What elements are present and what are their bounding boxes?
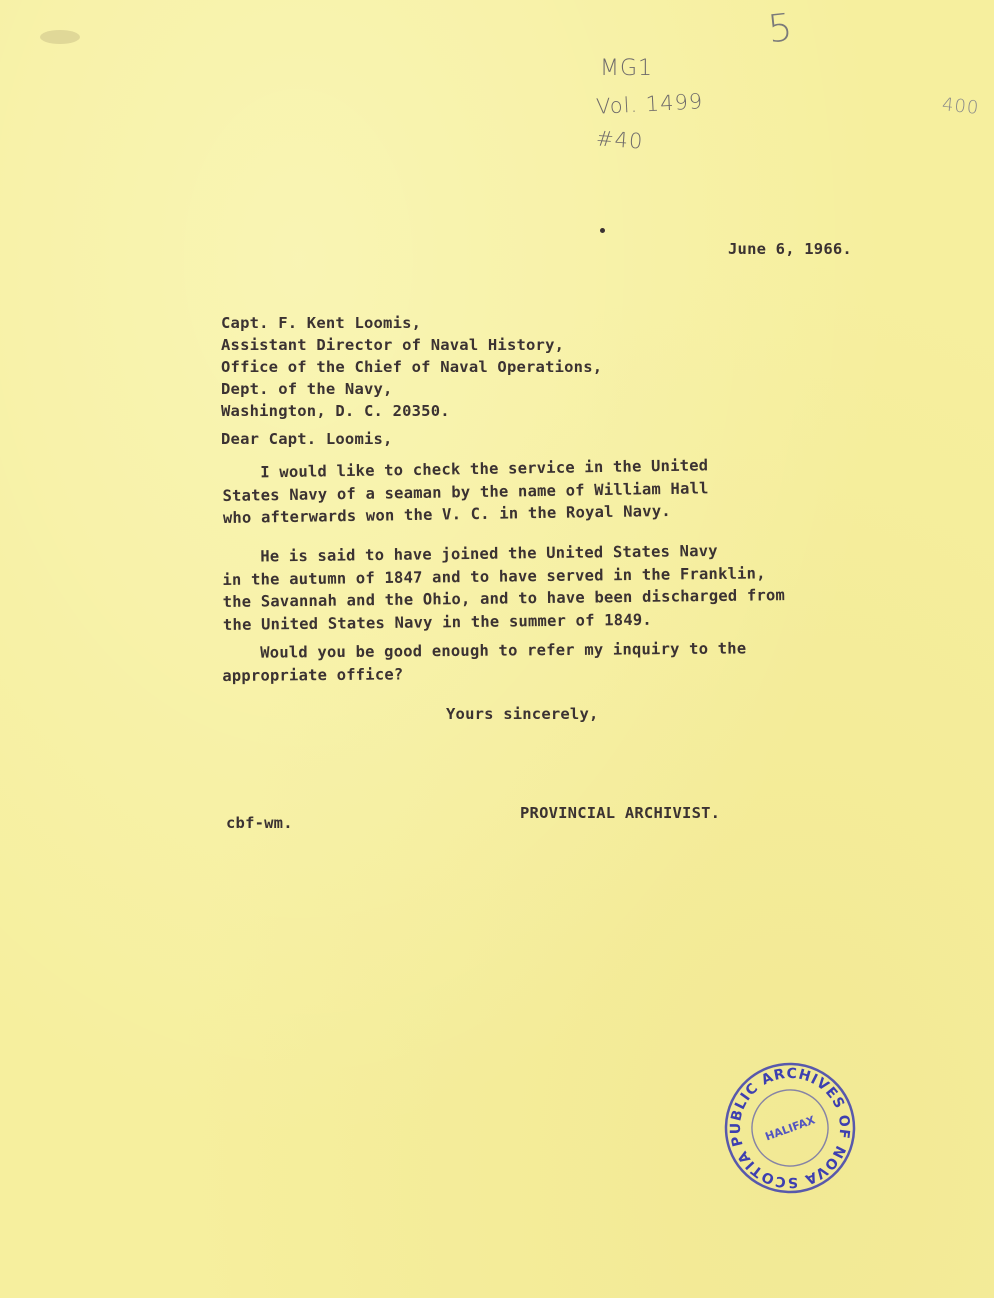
collection-annotation: MG1 (600, 56, 654, 81)
paragraph-line: the United States Navy in the summer of 1849. (222, 610, 652, 634)
signature-title: PROVINCIAL ARCHIVIST. (520, 804, 721, 822)
paragraph-line: Would you be good enough to refer my inquiry to the (222, 639, 747, 662)
stamp-outer-text: PUBLIC ARCHIVES OF NOVA SCOTIA (727, 1065, 853, 1191)
stamp-seal-icon (703, 1041, 877, 1215)
paragraph-line: States Navy of a seaman by the name of William Hall (222, 478, 709, 505)
paragraph-1 (222, 454, 709, 529)
paragraph-line: who afterwards won the V. C. in the Royal Navy. (222, 501, 671, 527)
page-number-annotation: 5 (765, 4, 796, 52)
address-line: Office of the Chief of Naval Operations, (221, 358, 603, 376)
paper-smudge (40, 30, 80, 44)
item-annotation: #40 (595, 126, 645, 154)
address-line: Dept. of the Navy, (221, 380, 393, 398)
paragraph-line: in the autumn of 1847 and to have served in the Franklin, (222, 563, 766, 589)
archives-stamp (703, 1041, 877, 1215)
address-line: Capt. F. Kent Loomis, (221, 314, 422, 332)
stamp-center-text: HALIFAX (763, 1113, 817, 1144)
volume-annotation: Vol. 1499 (595, 89, 704, 119)
salutation: Dear Capt. Loomis, (221, 430, 393, 448)
paper-smudge (600, 228, 605, 233)
closing: Yours sincerely, (446, 705, 599, 723)
address-line: Washington, D. C. 20350. (221, 402, 450, 420)
paragraph-2 (222, 539, 785, 636)
paragraph-3 (222, 637, 747, 687)
address-line: Assistant Director of Naval History, (221, 336, 565, 354)
recipient-address (221, 312, 602, 422)
letter-date: June 6, 1966. (728, 240, 852, 258)
typist-initials: cbf-wm. (226, 814, 293, 832)
side-number-annotation: 400 (941, 94, 981, 119)
paragraph-line: He is said to have joined the United States Navy (222, 541, 718, 566)
paragraph-line: appropriate office? (222, 664, 404, 685)
paragraph-line: I would like to check the service in the United (222, 456, 709, 482)
paragraph-line: the Savannah and the Ohio, and to have been discharged from (222, 586, 786, 611)
